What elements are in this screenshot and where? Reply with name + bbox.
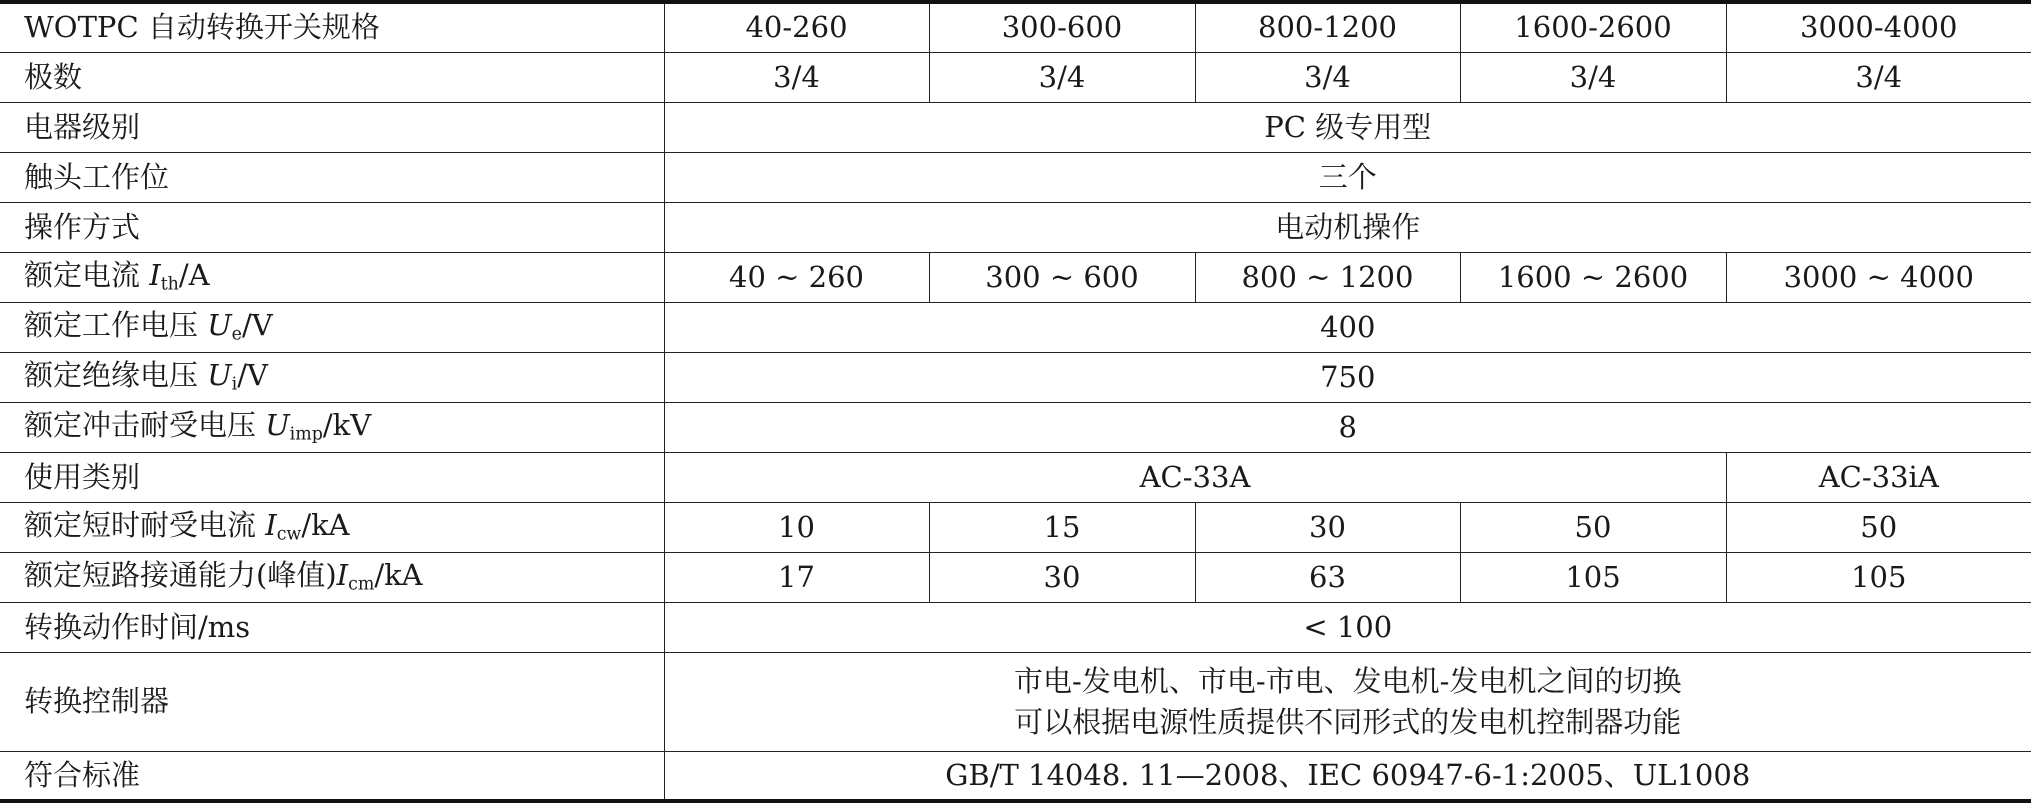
standards-label: 符合标准 bbox=[0, 751, 664, 801]
utilization-label: 使用类别 bbox=[0, 452, 664, 502]
short-time-current-value: 30 bbox=[1195, 502, 1460, 552]
label-text: 额定短时耐受电流 bbox=[24, 508, 266, 543]
header-row bbox=[0, 2, 2031, 52]
contact-positions-label: 触头工作位 bbox=[0, 152, 664, 202]
symbol: U bbox=[207, 308, 232, 343]
subscript: cw bbox=[276, 524, 302, 545]
rated-current-row bbox=[0, 252, 2031, 302]
making-capacity-value: 17 bbox=[664, 552, 929, 602]
insulation-voltage-value: 750 bbox=[664, 352, 2031, 402]
rated-voltage-label bbox=[0, 302, 664, 352]
unit: /kV bbox=[322, 408, 372, 443]
utilization-value-a: AC-33A bbox=[664, 452, 1726, 502]
impulse-voltage-row bbox=[0, 402, 2031, 452]
subscript: cm bbox=[348, 574, 375, 595]
short-time-current-value: 50 bbox=[1726, 502, 2031, 552]
poles-label: 极数 bbox=[0, 52, 664, 102]
short-time-current-label bbox=[0, 502, 664, 552]
rated-current-value: 40 ~ 260 bbox=[664, 252, 929, 302]
transfer-time-value: < 100 bbox=[664, 602, 2031, 652]
subscript: th bbox=[160, 274, 179, 295]
rated-current-value: 3000 ~ 4000 bbox=[1726, 252, 2031, 302]
standards-row bbox=[0, 751, 2031, 801]
unit: /V bbox=[237, 358, 268, 393]
transfer-time-row bbox=[0, 602, 2031, 652]
symbol: U bbox=[265, 408, 290, 443]
symbol: I bbox=[336, 558, 349, 593]
label-text: 额定电流 bbox=[24, 258, 150, 293]
contact-positions-value: 三个 bbox=[664, 152, 2031, 202]
header-col-5: 3000-4000 bbox=[1726, 2, 2031, 52]
operation-mode-value: 电动机操作 bbox=[664, 202, 2031, 252]
rated-voltage-value: 400 bbox=[664, 302, 2031, 352]
insulation-voltage-label bbox=[0, 352, 664, 402]
utilization-row bbox=[0, 452, 2031, 502]
poles-value: 3/4 bbox=[929, 52, 1195, 102]
making-capacity-row bbox=[0, 552, 2031, 602]
symbol: I bbox=[265, 508, 277, 543]
making-capacity-label bbox=[0, 552, 664, 602]
unit: /V bbox=[241, 308, 273, 343]
symbol: I bbox=[149, 258, 161, 293]
unit: /A bbox=[178, 258, 210, 293]
rated-voltage-row bbox=[0, 302, 2031, 352]
header-label: WOTPC 自动转换开关规格 bbox=[0, 2, 664, 52]
making-capacity-value: 105 bbox=[1726, 552, 2031, 602]
rated-current-label bbox=[0, 252, 664, 302]
unit: /kA bbox=[301, 508, 350, 543]
transfer-time-label: 转换动作时间/ms bbox=[0, 602, 664, 652]
controller-value bbox=[664, 652, 2031, 751]
poles-value: 3/4 bbox=[1195, 52, 1460, 102]
label-text: 额定绝缘电压 bbox=[24, 358, 208, 393]
poles-value: 3/4 bbox=[1726, 52, 2031, 102]
header-col-3: 800-1200 bbox=[1195, 2, 1460, 52]
making-capacity-value: 30 bbox=[929, 552, 1195, 602]
label-text: 额定短路接通能力(峰值) bbox=[24, 558, 337, 593]
impulse-voltage-value: 8 bbox=[664, 402, 2031, 452]
header-col-1: 40-260 bbox=[664, 2, 929, 52]
rated-current-value: 800 ~ 1200 bbox=[1195, 252, 1460, 302]
controller-line-1: 市电-发电机、市电-市电、发电机-发电机之间的切换 bbox=[1014, 663, 1682, 698]
short-time-current-value: 10 bbox=[664, 502, 929, 552]
appliance-class-row bbox=[0, 102, 2031, 152]
symbol: U bbox=[207, 358, 232, 393]
unit: /kA bbox=[374, 558, 423, 593]
subscript: imp bbox=[289, 424, 323, 445]
controller-line-2: 可以根据电源性质提供不同形式的发电机控制器功能 bbox=[1014, 704, 1682, 739]
label-text: 额定冲击耐受电压 bbox=[24, 408, 266, 443]
operation-mode-label: 操作方式 bbox=[0, 202, 664, 252]
insulation-voltage-row bbox=[0, 352, 2031, 402]
controller-label: 转换控制器 bbox=[0, 652, 664, 751]
subscript: e bbox=[231, 324, 242, 345]
short-time-current-value: 50 bbox=[1460, 502, 1726, 552]
controller-row bbox=[0, 652, 2031, 751]
label-text: 额定工作电压 bbox=[24, 308, 208, 343]
rated-current-value: 1600 ~ 2600 bbox=[1460, 252, 1726, 302]
poles-row bbox=[0, 52, 2031, 102]
making-capacity-value: 105 bbox=[1460, 552, 1726, 602]
utilization-value-b: AC-33iA bbox=[1726, 452, 2031, 502]
operation-mode-row bbox=[0, 202, 2031, 252]
contact-positions-row bbox=[0, 152, 2031, 202]
impulse-voltage-label bbox=[0, 402, 664, 452]
poles-value: 3/4 bbox=[664, 52, 929, 102]
subscript: i bbox=[231, 374, 238, 395]
poles-value: 3/4 bbox=[1460, 52, 1726, 102]
appliance-class-value: PC 级专用型 bbox=[664, 102, 2031, 152]
short-time-current-value: 15 bbox=[929, 502, 1195, 552]
standards-value: GB/T 14048. 11—2008、IEC 60947-6-1:2005、UL1008 bbox=[664, 751, 2031, 801]
header-col-2: 300-600 bbox=[929, 2, 1195, 52]
making-capacity-value: 63 bbox=[1195, 552, 1460, 602]
rated-current-value: 300 ~ 600 bbox=[929, 252, 1195, 302]
header-col-4: 1600-2600 bbox=[1460, 2, 1726, 52]
short-time-current-row bbox=[0, 502, 2031, 552]
appliance-class-label: 电器级别 bbox=[0, 102, 664, 152]
